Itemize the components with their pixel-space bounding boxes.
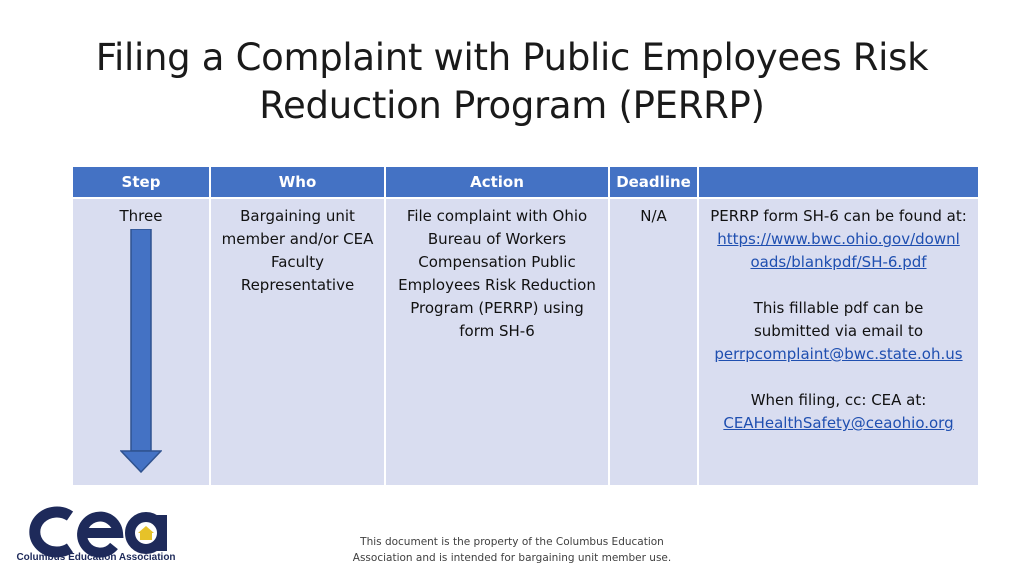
- table-header-row: [72, 166, 979, 198]
- slide-title: [40, 34, 984, 130]
- header-deadline: Deadline: [609, 166, 698, 198]
- header-info: [698, 166, 979, 198]
- cell-action: File complaint with Ohio Bureau of Workers Compensation Public Employees Risk Reduction Program (PERRP) using form SH-6: [385, 198, 609, 486]
- title-line-1: Filing a Complaint with Public Employees Risk: [95, 36, 929, 79]
- header-step: Step: [72, 166, 210, 198]
- cell-step: [72, 198, 210, 486]
- header-who: Who: [210, 166, 385, 198]
- sh6-form-link[interactable]: https://www.bwc.ohio.gov/downl oads/blankpdf/SH-6.pdf: [717, 230, 960, 271]
- step-label: Three: [119, 207, 163, 225]
- title-line-2: Reduction Program (PERRP): [259, 84, 765, 127]
- header-action: Action: [385, 166, 609, 198]
- cell-info: [698, 198, 979, 486]
- cell-who: Bargaining unit member and/or CEA Faculty Representative: [210, 198, 385, 486]
- cell-deadline: N/A: [609, 198, 698, 486]
- info-submit-text: This fillable pdf can be submitted via email to: [753, 299, 924, 340]
- info-cc-text: When filing, cc: CEA at:: [750, 391, 927, 409]
- logo-caption: Columbus Education Association: [16, 552, 176, 563]
- down-arrow-icon: [120, 229, 162, 473]
- schoolhouse-icon: [138, 526, 154, 540]
- cea-email-link[interactable]: CEAHealthSafety@ceaohio.org: [723, 414, 954, 432]
- complaint-steps-table: [71, 165, 980, 487]
- footer-disclaimer: This document is the property of the Columbus Education Association and is intended for bargaining unit member use.: [352, 536, 672, 564]
- perrp-email-link[interactable]: perrpcomplaint@bwc.state.oh.us: [714, 345, 963, 363]
- info-form-text: PERRP form SH-6 can be found at:: [710, 207, 967, 225]
- table-row: [72, 198, 979, 486]
